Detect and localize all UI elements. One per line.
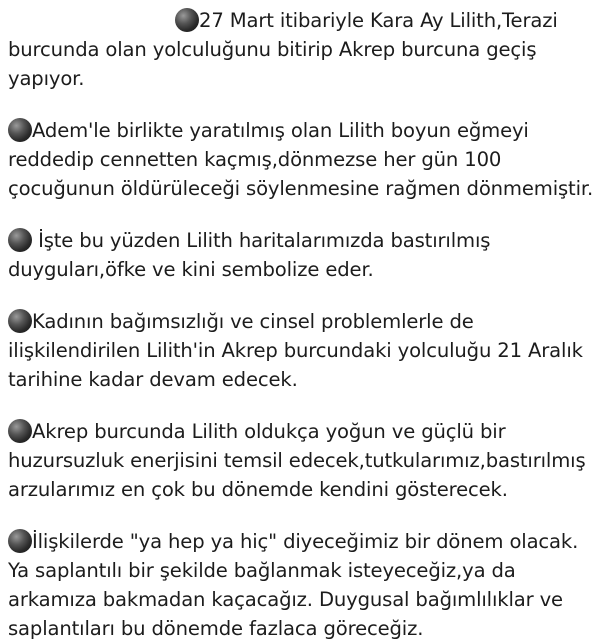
paragraph-lilith-energy [8,417,596,504]
paragraph-text: 27 Mart itibariyle Kara Ay Lilith,Terazi burcunda olan yolculuğunu bitirip Akrep burcuna geçiş yapıyor. [8,9,558,90]
dark-circle-icon [8,118,32,142]
paragraph-text: Adem'le birlikte yaratılmış olan Lilith boyun eğmeyi reddedip cennetten kaçmış,dönmezse her gün 100 çocuğunun öldürüleceği söylenmesine rağmen dönmemiştir. [8,119,594,200]
paragraph-lilith-relationships [8,527,596,643]
dark-circle-icon [8,309,32,333]
paragraph-lilith-symbolism [8,226,596,284]
dark-circle-icon [8,419,32,443]
paragraph-text: İlişkilerde "ya hep ya hiç" diyeceğimiz bir dönem olacak. Ya saplantılı bir şekilde bağlanmak isteyeceğiz,ya da arkamıza bakmadan kaçacağız. Duygusal bağımlılıklar ve saplantıları bu dönemde fazlaca göreceğiz. [8,530,579,640]
paragraph-text: Akrep burcunda Lilith oldukça yoğun ve güçlü bir huzursuzluk enerjisini temsil edecek,tutkularımız,bastırılmış arzularımız en çok bu dönemde kendini gösterecek. [8,420,586,501]
dark-circle-icon [8,529,32,553]
paragraph-lilith-origin [8,116,596,203]
paragraph-lilith-scorpio-entry [8,6,596,93]
dark-circle-icon [175,8,199,32]
paragraph-text: Kadının bağımsızlığı ve cinsel problemlerle de ilişkilendirilen Lilith'in Akrep burcundaki yolculuğu 21 Aralık tarihine kadar devam edecek. [8,310,583,391]
dark-circle-icon [8,228,32,252]
paragraph-text: İşte bu yüzden Lilith haritalarımızda bastırılmış duyguları,öfke ve kini sembolize eder. [8,229,491,281]
paragraph-lilith-duration [8,307,596,394]
document-body [8,6,596,643]
